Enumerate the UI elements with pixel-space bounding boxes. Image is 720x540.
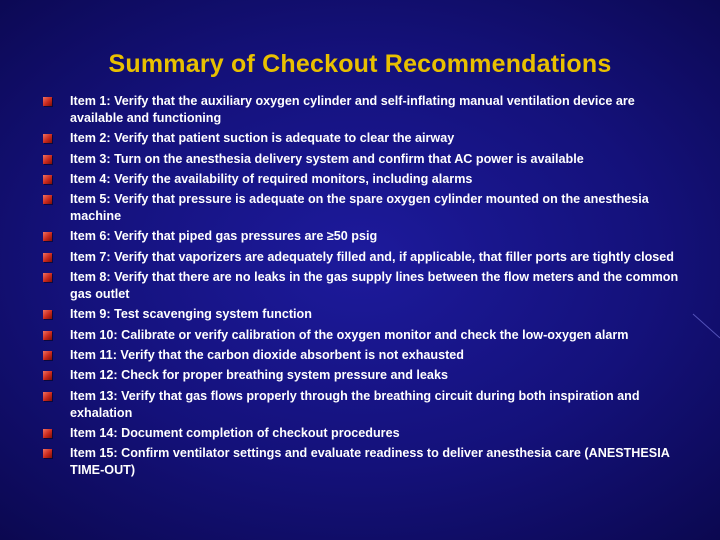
item-text: Item 4: Verify the availability of required monitors, including alarms	[70, 171, 473, 186]
bullet-icon	[43, 429, 52, 438]
bullet-icon	[43, 253, 52, 262]
list-item	[40, 367, 690, 384]
list-item	[40, 249, 690, 266]
bullet-icon	[43, 310, 52, 319]
list-item	[40, 269, 690, 303]
list-item	[40, 425, 690, 442]
list-item	[40, 327, 690, 344]
list-item	[40, 347, 690, 364]
bullet-icon	[43, 331, 52, 340]
item-text: Item 1: Verify that the auxiliary oxygen cylinder and self-inflating manual ventilation device are available and functioning	[70, 94, 635, 125]
item-text: Item 7: Verify that vaporizers are adequately filled and, if applicable, that filler ports are tightly closed	[70, 249, 674, 264]
bullet-icon	[43, 232, 52, 241]
list-item	[40, 151, 690, 168]
list-item	[40, 93, 690, 127]
item-text: Item 12: Check for proper breathing system pressure and leaks	[70, 368, 448, 383]
list-item	[40, 191, 690, 225]
slide-title: Summary of Checkout Recommendations	[108, 50, 612, 78]
checkout-items-list	[40, 93, 690, 482]
item-text: Item 15: Confirm ventilator settings and evaluate readiness to deliver anesthesia care (ANESTHESIA TIME-OUT)	[70, 446, 670, 478]
bullet-icon	[43, 97, 52, 106]
decorative-diagonal-line	[690, 300, 720, 340]
bullet-icon	[43, 175, 52, 184]
item-text: Item 11: Verify that the carbon dioxide absorbent is not exhausted	[70, 347, 464, 362]
bullet-icon	[43, 351, 52, 360]
item-text: Item 6: Verify that piped gas pressures are ≥50 psig	[70, 229, 378, 244]
item-text: Item 3: Turn on the anesthesia delivery system and confirm that AC power is available	[70, 151, 584, 166]
item-text: Item 5: Verify that pressure is adequate on the spare oxygen cylinder mounted on the anesthesia machine	[70, 192, 649, 224]
bullet-icon	[43, 449, 52, 458]
bullet-icon	[43, 392, 52, 401]
item-text: Item 8: Verify that there are no leaks in the gas supply lines between the flow meters and the common gas outlet	[70, 270, 679, 302]
item-text: Item 2: Verify that patient suction is adequate to clear the airway	[70, 131, 455, 146]
list-item	[40, 306, 690, 323]
bullet-icon	[43, 371, 52, 380]
bullet-icon	[43, 273, 52, 282]
list-item	[40, 445, 690, 479]
item-text: Item 9: Test scavenging system function	[70, 307, 312, 322]
bullet-icon	[43, 155, 52, 164]
item-text: Item 14: Document completion of checkout procedures	[70, 425, 400, 440]
item-text: Item 13: Verify that gas flows properly through the breathing circuit during both inspiration and exhalation	[70, 388, 640, 420]
list-item	[40, 228, 690, 245]
bullet-icon	[43, 134, 52, 143]
list-item	[40, 388, 690, 422]
list-item	[40, 171, 690, 188]
bullet-icon	[43, 195, 52, 204]
list-item	[40, 130, 690, 147]
item-text: Item 10: Calibrate or verify calibration of the oxygen monitor and check the low-oxygen alarm	[70, 327, 629, 342]
